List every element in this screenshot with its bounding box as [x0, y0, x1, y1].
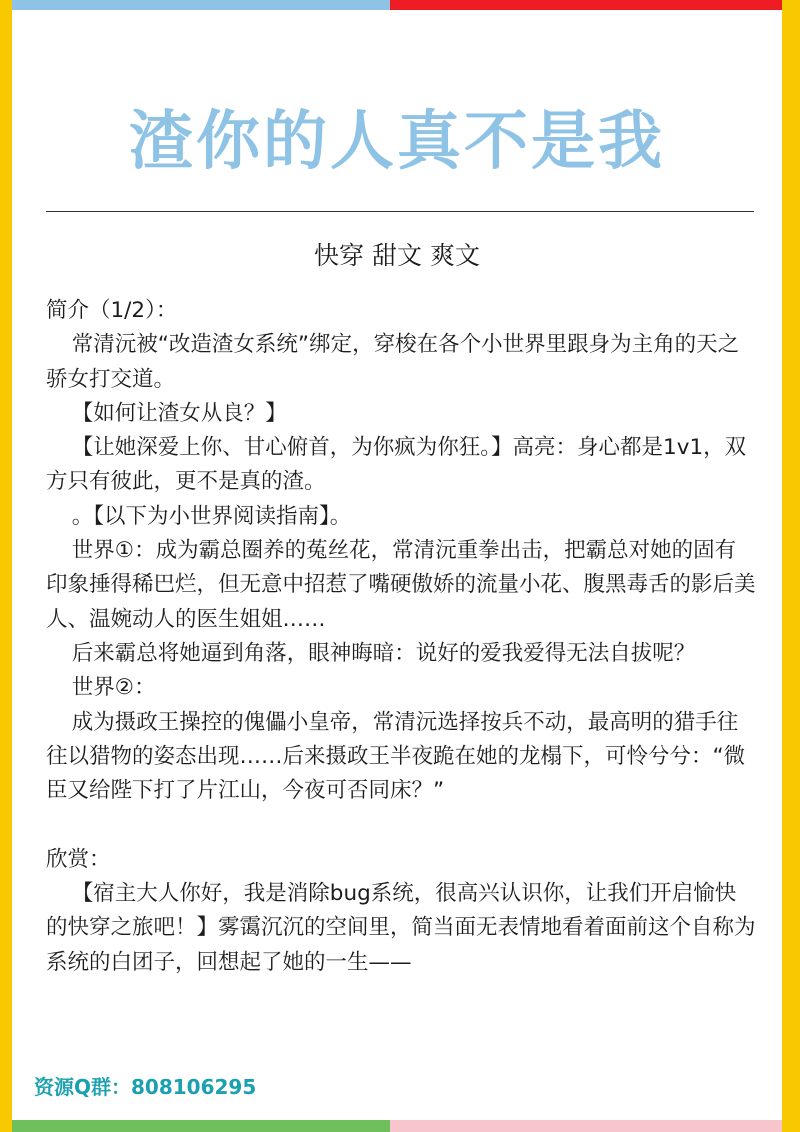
- intro-heading: 简介（1/2）：: [46, 298, 178, 323]
- paragraph-gap: [46, 808, 756, 842]
- intro-paragraph: 世界①：成为霸总圈养的菟丝花，常清沅重拳出击，把霸总对她的固有印象捶得稀巴烂，但无意中招惹了嘴硬傲娇的流量小花、腹黑毒舌的影后美人、温婉动人的医生姐姐……: [46, 538, 756, 632]
- bottom-right-color-bar: [390, 1120, 782, 1132]
- appreciation-heading: 欣赏：: [46, 846, 111, 872]
- intro-paragraph: 后来霸总将她逼到角落，眼神晦暗：说好的爱我爱得无法自拔呢？: [71, 640, 696, 666]
- bottom-left-color-bar: [12, 1120, 390, 1132]
- intro-paragraph: 成为摄政王操控的傀儡小皇帝，常清沅选择按兵不动，最高明的猎手往往以猎物的姿态出现……后来摄政王半夜跪在她的龙榻下，可怜兮兮：“微臣又给陛下打了片江山，今夜可否同床？”: [46, 709, 746, 804]
- book-title: 渣你的人真不是我: [129, 105, 665, 179]
- synopsis-body: [46, 294, 756, 980]
- right-frame-border: [782, 0, 800, 1132]
- top-left-color-bar: [12, 0, 390, 10]
- left-frame-border: [0, 0, 12, 1132]
- intro-paragraph: 常清沅被“改造渣女系统”绑定，穿梭在各个小世界里跟身为主角的天之骄女打交道。: [46, 332, 740, 392]
- intro-paragraph: 。【以下为小世界阅读指南】。: [71, 503, 352, 529]
- intro-paragraph: 【如何让渣女从良？】: [71, 400, 287, 426]
- appreciation-paragraph: 【宿主大人你好，我是消除bug系统，很高兴认识你，让我们开启愉快的快穿之旅吧！】雾霭沉沉的空间里，简当面无表情地看着面前这个自称为系统的白团子，回想起了她的一生——: [46, 881, 756, 975]
- title-divider: [46, 211, 754, 212]
- genre-tags: 快穿 甜文 爽文: [314, 241, 480, 270]
- resource-group-footer: 资源Q群：808106295: [34, 1075, 257, 1099]
- intro-paragraph: 世界②：: [71, 675, 156, 701]
- top-right-color-bar: [390, 0, 782, 10]
- intro-paragraph: 【让她深爱上你、甘心俯首，为你疯为你狂。】高亮：身心都是1v1，双方只有彼此，更不是真的渣。: [46, 435, 747, 495]
